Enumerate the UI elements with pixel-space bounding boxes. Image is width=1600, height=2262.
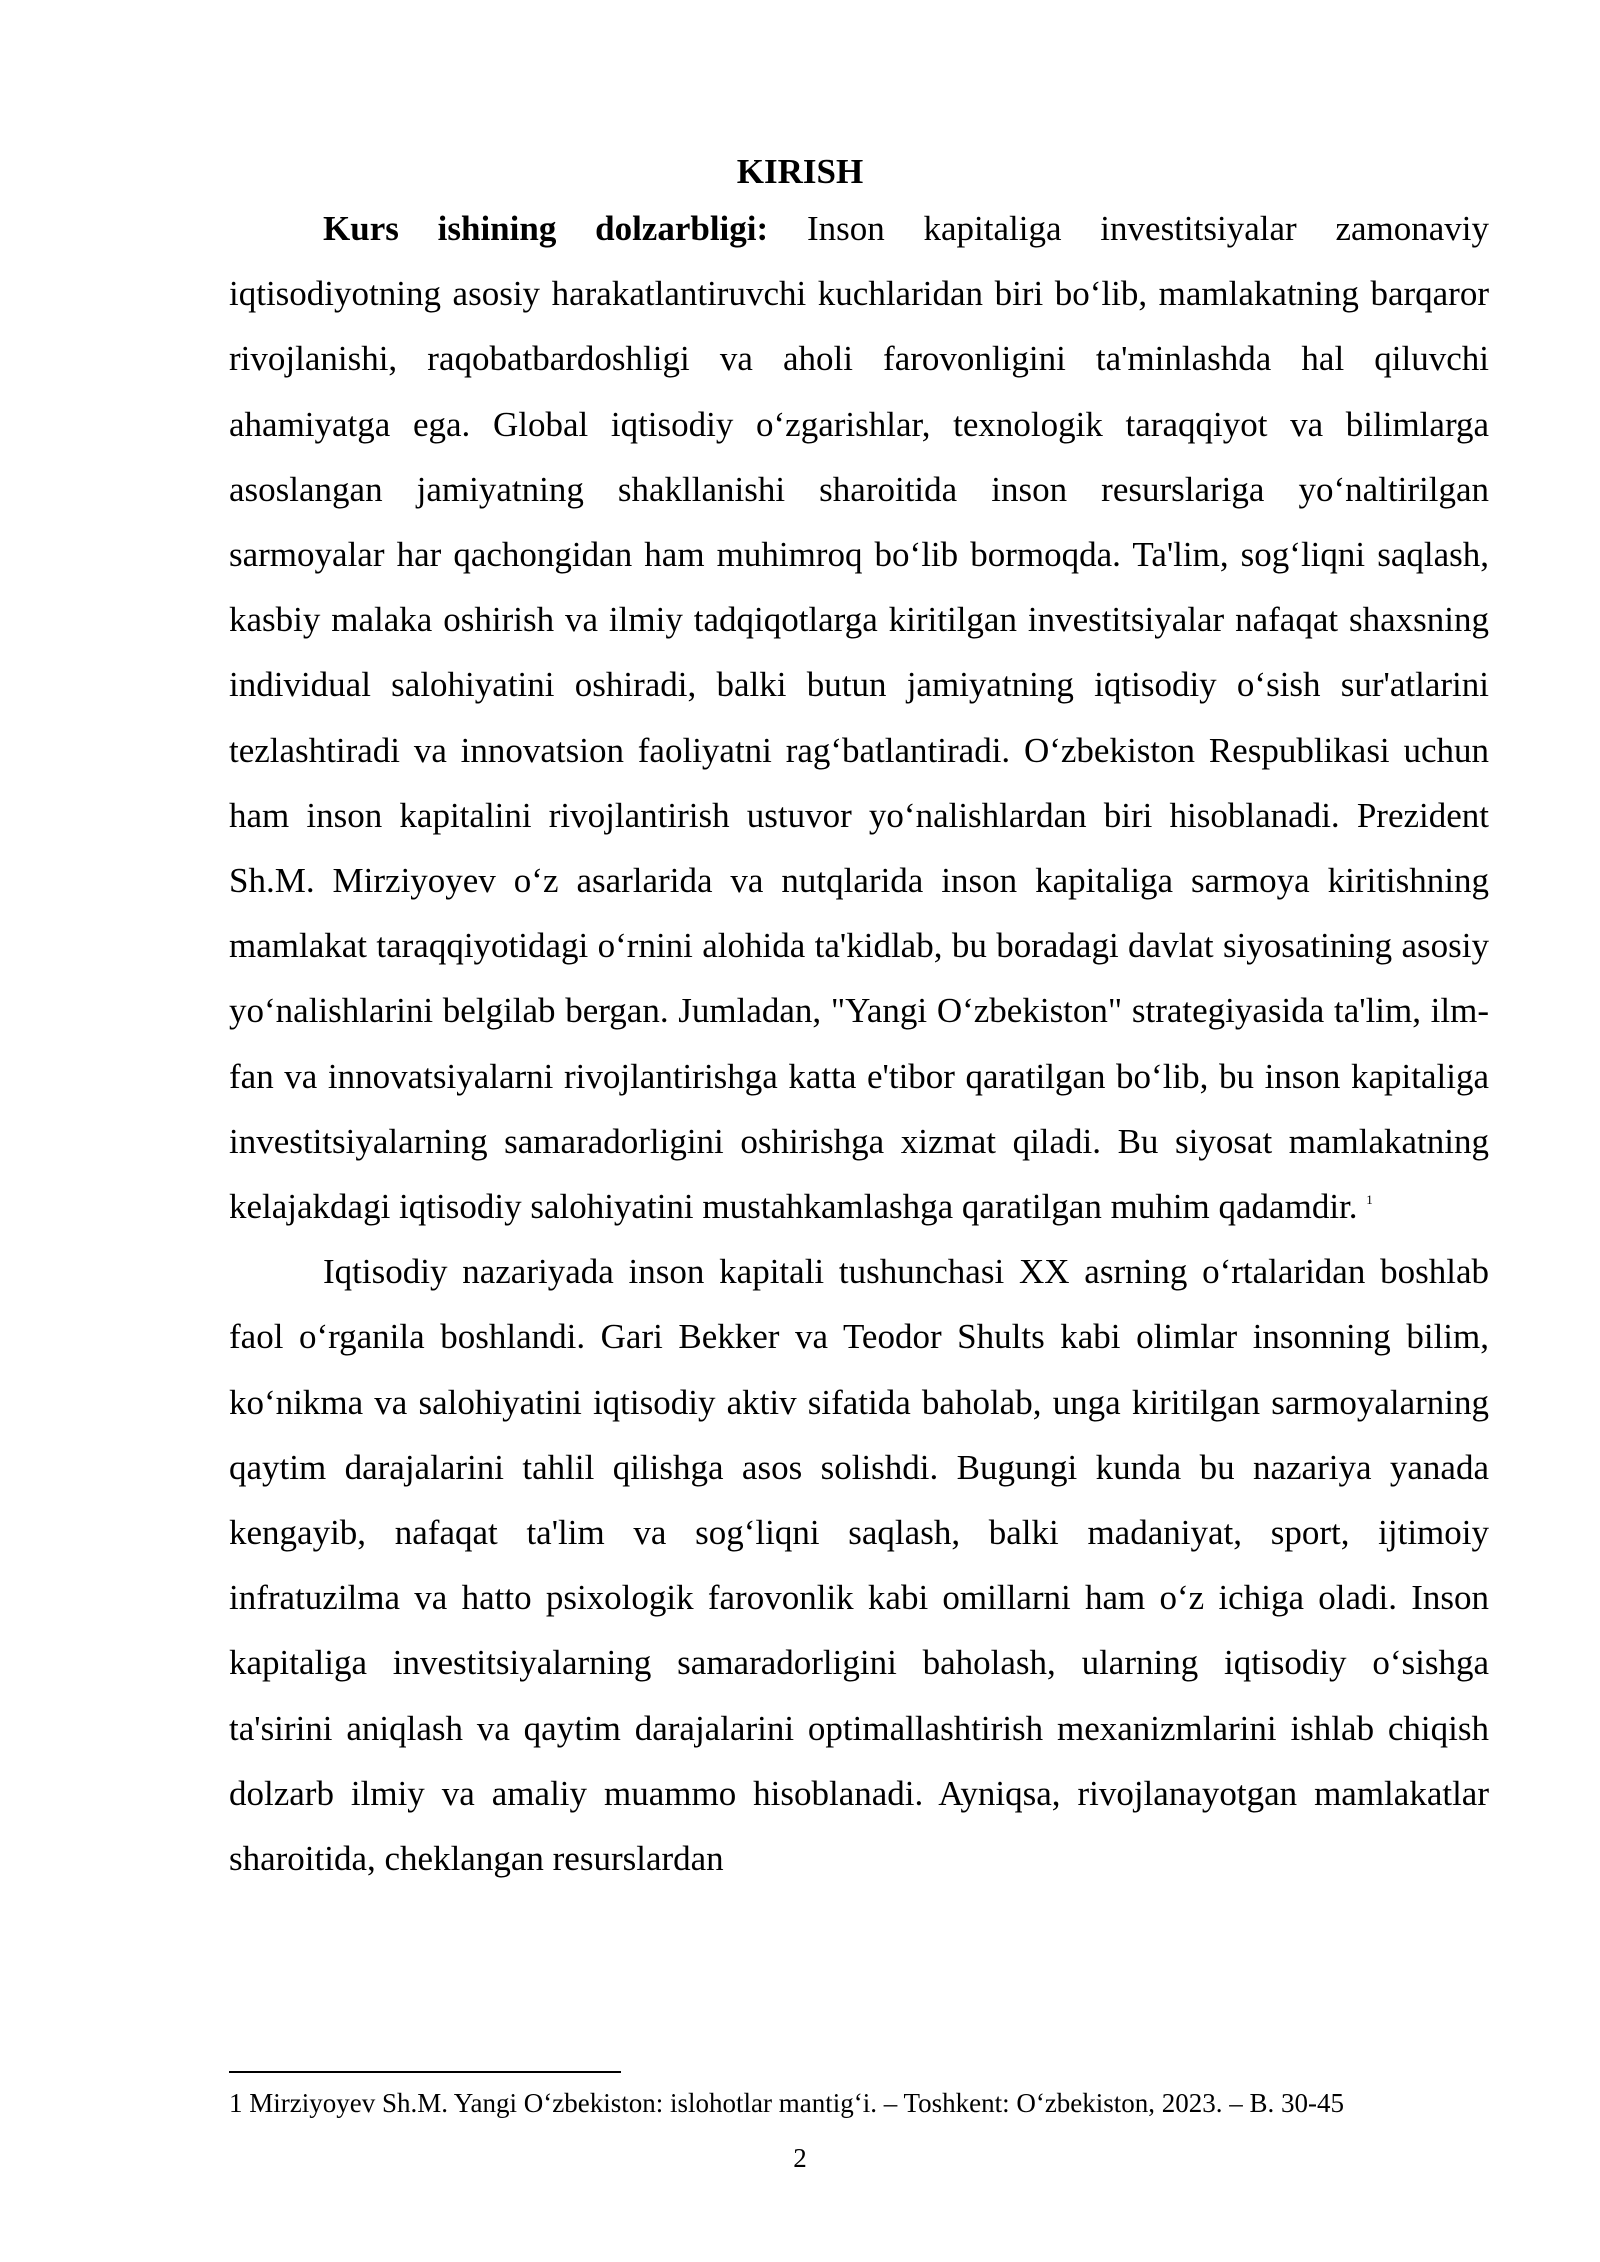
paragraph-lead: Kurs ishining dolzarbligi: xyxy=(323,209,769,248)
section-heading: KIRISH xyxy=(736,152,864,191)
body-text xyxy=(229,196,1489,1891)
footnote-reference[interactable]: 1 xyxy=(1366,1192,1373,1208)
paragraph-text: Iqtisodiy nazariyada inson kapitali tushunchasi XX asrning o‘rtalaridan boshlab faol o‘rganila boshlandi. Gari Bekker va Teodor Shults kabi olimlar insonning bilim, ko‘nikma va salohiyatini iqtisodiy aktiv sifatida baholab, unga kiritilgan sarmoyalarning qaytim darajalarini tahlil qilishga asos solishdi. Bugungi kunda bu nazariya yanada kengayib, nafaqat ta'lim va sog‘liqni saqlash, balki madaniyat, sport, ijtimoiy infratuzilma va hatto psixologik farovonlik kabi omillarni ham o‘z ichiga oladi. Inson kapitaliga investitsiyalarning samaradorligini baholash, ularning iqtisodiy o‘sishga ta'sirini aniqlash va qaytim darajalarini optimallashtirish mexanizmlarini ishlab chiqish dolzarb ilmiy va amaliy muammo hisoblanadi. Ayniqsa, rivojlanayotgan mamlakatlar sharoitida, cheklangan resurslardan xyxy=(229,1252,1489,1879)
paragraph-theory xyxy=(229,1239,1489,1891)
footnote-separator xyxy=(229,2071,621,2073)
paragraph-text: Inson kapitaliga investitsiyalar zamonaviy iqtisodiyotning asosiy harakatlantiruvchi kuchlaridan biri bo‘lib, mamlakatning barqaror rivojlanishi, raqobatbardoshligi va aholi farovonligini ta'minlashda hal qiluvchi ahamiyatga ega. Global iqtisodiy o‘zgarishlar, texnologik taraqqiyot va bilimlarga asoslangan jamiyatning shakllanishi sharoitida inson resurslariga yo‘naltirilgan sarmoyalar har qachongidan ham muhimroq bo‘lib bormoqda. Ta'lim, sog‘liqni saqlash, kasbiy malaka oshirish va ilmiy tadqiqotlarga kiritilgan investitsiyalar nafaqat shaxsning individual salohiyatini oshiradi, balki butun jamiyatning iqtisodiy o‘sish sur'atlarini tezlashtiradi va innovatsion faoliyatni rag‘batlantiradi. O‘zbekiston Respublikasi uchun ham inson kapitalini rivojlantirish ustuvor yo‘nalishlardan biri hisoblanadi. Prezident Sh.M. Mirziyoyev o‘z asarlarida va nutqlarida inson kapitaliga sarmoya kiritishning mamlakat taraqqiyotidagi o‘rnini alohida ta'kidlab, bu boradagi davlat siyosatining asosiy yo‘nalishlarini belgilab bergan. Jumladan, "Yangi O‘zbekiston" strategiyasida ta'lim, ilm-fan va innovatsiyalarni rivojlantirishga katta e'tibor qaratilgan bo‘lib, bu inson kapitaliga investitsiyalarning samaradorligini oshirishga xizmat qiladi. Bu siyosat mamlakatning kelajakdagi iqtisodiy salohiyatini mustahkamlashga qaratilgan muhim qadamdir. xyxy=(229,209,1489,1227)
paragraph-relevance xyxy=(229,196,1489,1239)
footnote: 1 Mirziyoyev Sh.M. Yangi O‘zbekiston: islohotlar mantig‘i. – Toshkent: O‘zbekiston, 2023. – B. 30-45 xyxy=(229,2088,1345,2118)
page-number: 2 xyxy=(793,2143,807,2173)
